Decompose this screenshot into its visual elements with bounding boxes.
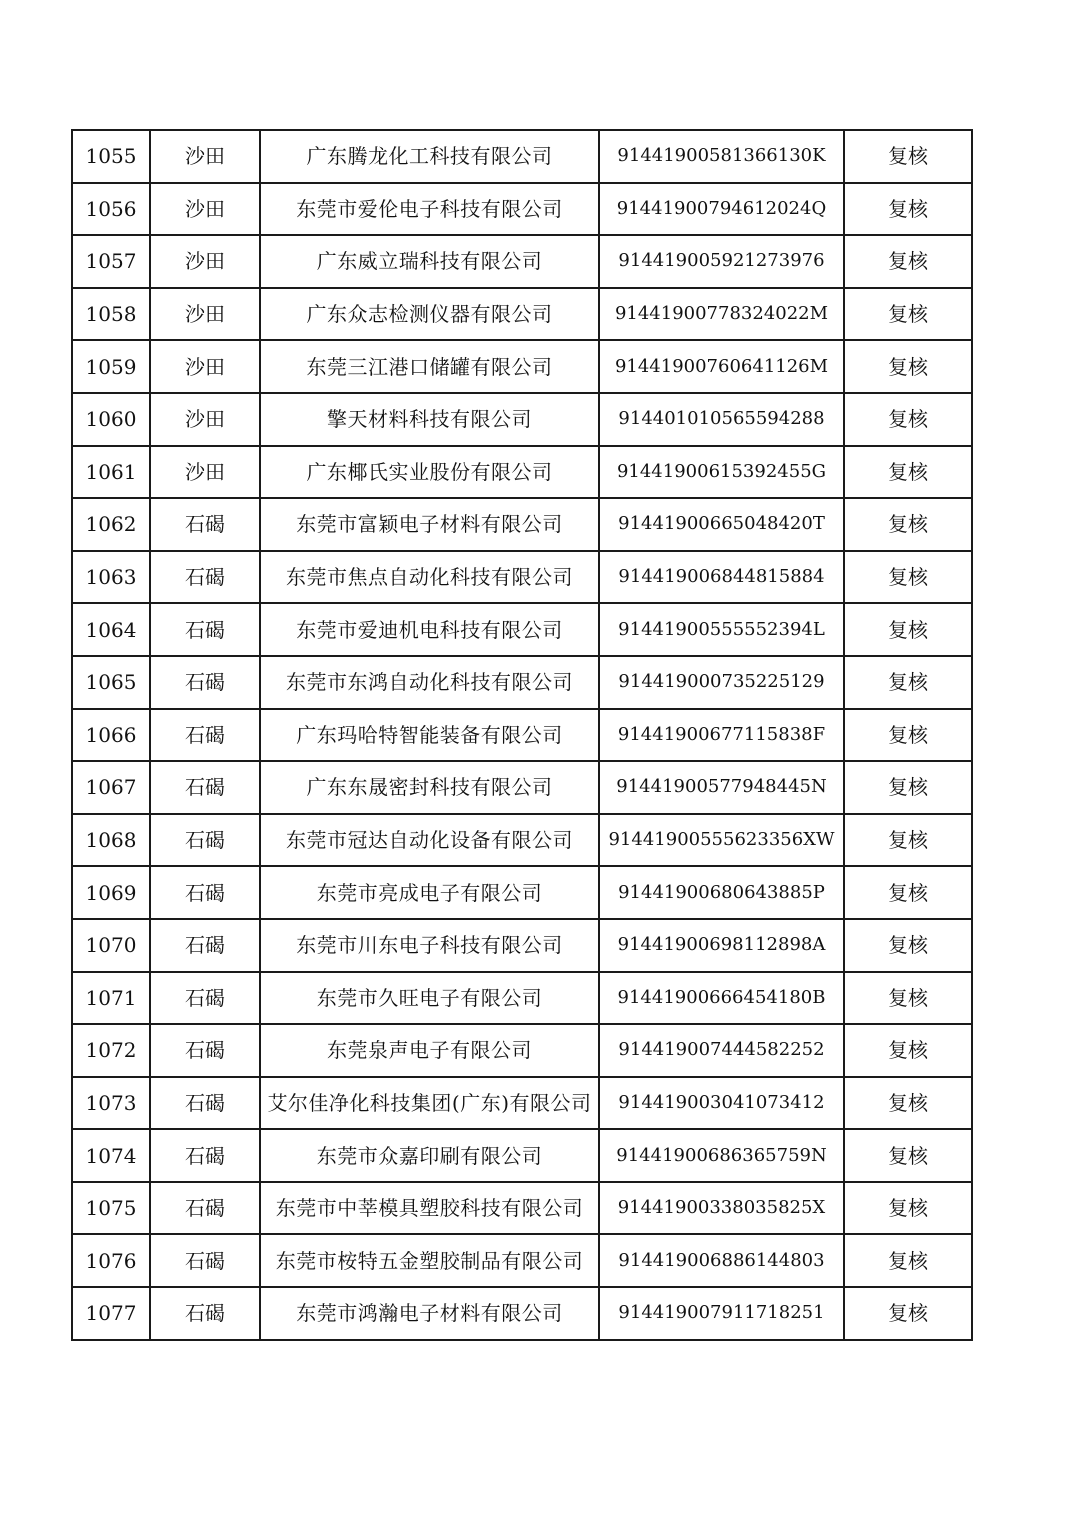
credit-code-cell: 91441900665048420T	[599, 498, 844, 551]
status-cell: 复核	[844, 551, 972, 604]
row-number-cell: 1057	[72, 235, 150, 288]
company-name-cell: 东莞市桉特五金塑胶制品有限公司	[260, 1234, 599, 1287]
row-number-cell: 1077	[72, 1287, 150, 1340]
table-row	[72, 551, 972, 604]
town-cell: 沙田	[150, 340, 260, 393]
credit-code-cell: 91441900581366130K	[599, 130, 844, 183]
town-cell: 沙田	[150, 235, 260, 288]
table-row	[72, 814, 972, 867]
table-row	[72, 1077, 972, 1130]
town-cell: 石碣	[150, 1024, 260, 1077]
credit-code-cell: 914419007911718251	[599, 1287, 844, 1340]
credit-code-cell: 914419000735225129	[599, 656, 844, 709]
company-name-cell: 东莞市冠达自动化设备有限公司	[260, 814, 599, 867]
credit-code-cell: 91441900778324022M	[599, 288, 844, 341]
row-number-cell: 1060	[72, 393, 150, 446]
company-name-cell: 东莞市久旺电子有限公司	[260, 972, 599, 1025]
company-name-cell: 东莞市鸿瀚电子材料有限公司	[260, 1287, 599, 1340]
credit-code-cell: 91441900677115838F	[599, 709, 844, 762]
credit-code-cell: 914419007444582252	[599, 1024, 844, 1077]
row-number-cell: 1063	[72, 551, 150, 604]
row-number-cell: 1065	[72, 656, 150, 709]
table-row	[72, 183, 972, 236]
company-name-cell: 广东玛哈特智能装备有限公司	[260, 709, 599, 762]
row-number-cell: 1055	[72, 130, 150, 183]
company-list-table	[71, 129, 973, 1341]
row-number-cell: 1064	[72, 603, 150, 656]
town-cell: 石碣	[150, 814, 260, 867]
table-body	[72, 130, 972, 1340]
table-row	[72, 1287, 972, 1340]
status-cell: 复核	[844, 1077, 972, 1130]
table-row	[72, 656, 972, 709]
status-cell: 复核	[844, 972, 972, 1025]
row-number-cell: 1076	[72, 1234, 150, 1287]
row-number-cell: 1059	[72, 340, 150, 393]
company-name-cell: 广东众志检测仪器有限公司	[260, 288, 599, 341]
company-name-cell: 东莞泉声电子有限公司	[260, 1024, 599, 1077]
status-cell: 复核	[844, 709, 972, 762]
table-row	[72, 130, 972, 183]
status-cell: 复核	[844, 814, 972, 867]
credit-code-cell: 914419006844815884	[599, 551, 844, 604]
status-cell: 复核	[844, 656, 972, 709]
town-cell: 石碣	[150, 551, 260, 604]
table-row	[72, 340, 972, 393]
town-cell: 沙田	[150, 446, 260, 499]
table-row	[72, 498, 972, 551]
table-row	[72, 235, 972, 288]
credit-code-cell: 91441900555623356XW	[599, 814, 844, 867]
credit-code-cell: 91441900686365759N	[599, 1129, 844, 1182]
credit-code-cell: 914401010565594288	[599, 393, 844, 446]
table-row	[72, 709, 972, 762]
row-number-cell: 1058	[72, 288, 150, 341]
credit-code-cell: 91441900577948445N	[599, 761, 844, 814]
status-cell: 复核	[844, 235, 972, 288]
company-name-cell: 广东椰氏实业股份有限公司	[260, 446, 599, 499]
company-name-cell: 东莞市众嘉印刷有限公司	[260, 1129, 599, 1182]
company-name-cell: 广东东晟密封科技有限公司	[260, 761, 599, 814]
company-name-cell: 东莞市亮成电子有限公司	[260, 866, 599, 919]
company-name-cell: 广东腾龙化工科技有限公司	[260, 130, 599, 183]
status-cell: 复核	[844, 498, 972, 551]
company-name-cell: 广东威立瑞科技有限公司	[260, 235, 599, 288]
company-list-table-container	[71, 129, 971, 1341]
table-row	[72, 919, 972, 972]
town-cell: 石碣	[150, 498, 260, 551]
row-number-cell: 1067	[72, 761, 150, 814]
row-number-cell: 1070	[72, 919, 150, 972]
credit-code-cell: 91441900338035825X	[599, 1182, 844, 1235]
row-number-cell: 1072	[72, 1024, 150, 1077]
company-name-cell: 东莞市焦点自动化科技有限公司	[260, 551, 599, 604]
status-cell: 复核	[844, 1129, 972, 1182]
company-name-cell: 东莞市东鸿自动化科技有限公司	[260, 656, 599, 709]
company-name-cell: 艾尔佳净化科技集团(广东)有限公司	[260, 1077, 599, 1130]
town-cell: 石碣	[150, 709, 260, 762]
status-cell: 复核	[844, 130, 972, 183]
credit-code-cell: 91441900666454180B	[599, 972, 844, 1025]
status-cell: 复核	[844, 340, 972, 393]
row-number-cell: 1073	[72, 1077, 150, 1130]
town-cell: 石碣	[150, 1077, 260, 1130]
status-cell: 复核	[844, 393, 972, 446]
company-name-cell: 东莞市川东电子科技有限公司	[260, 919, 599, 972]
town-cell: 石碣	[150, 1287, 260, 1340]
town-cell: 石碣	[150, 761, 260, 814]
town-cell: 石碣	[150, 1182, 260, 1235]
town-cell: 石碣	[150, 603, 260, 656]
town-cell: 石碣	[150, 919, 260, 972]
town-cell: 沙田	[150, 130, 260, 183]
row-number-cell: 1068	[72, 814, 150, 867]
table-row	[72, 393, 972, 446]
credit-code-cell: 91441900698112898A	[599, 919, 844, 972]
credit-code-cell: 91441900760641126M	[599, 340, 844, 393]
company-name-cell: 擎天材料科技有限公司	[260, 393, 599, 446]
credit-code-cell: 914419003041073412	[599, 1077, 844, 1130]
town-cell: 沙田	[150, 393, 260, 446]
table-row	[72, 866, 972, 919]
status-cell: 复核	[844, 866, 972, 919]
town-cell: 石碣	[150, 656, 260, 709]
row-number-cell: 1062	[72, 498, 150, 551]
row-number-cell: 1056	[72, 183, 150, 236]
status-cell: 复核	[844, 1182, 972, 1235]
credit-code-cell: 91441900680643885P	[599, 866, 844, 919]
town-cell: 沙田	[150, 183, 260, 236]
status-cell: 复核	[844, 1287, 972, 1340]
town-cell: 石碣	[150, 1129, 260, 1182]
company-name-cell: 东莞市爱迪机电科技有限公司	[260, 603, 599, 656]
credit-code-cell: 91441900615392455G	[599, 446, 844, 499]
table-row	[72, 288, 972, 341]
row-number-cell: 1071	[72, 972, 150, 1025]
credit-code-cell: 914419006886144803	[599, 1234, 844, 1287]
row-number-cell: 1066	[72, 709, 150, 762]
company-name-cell: 东莞市富颖电子材料有限公司	[260, 498, 599, 551]
credit-code-cell: 91441900794612024Q	[599, 183, 844, 236]
company-name-cell: 东莞三江港口储罐有限公司	[260, 340, 599, 393]
status-cell: 复核	[844, 288, 972, 341]
credit-code-cell: 91441900555552394L	[599, 603, 844, 656]
table-row	[72, 1129, 972, 1182]
table-row	[72, 603, 972, 656]
row-number-cell: 1074	[72, 1129, 150, 1182]
company-name-cell: 东莞市爱伦电子科技有限公司	[260, 183, 599, 236]
status-cell: 复核	[844, 761, 972, 814]
town-cell: 沙田	[150, 288, 260, 341]
table-row	[72, 1024, 972, 1077]
row-number-cell: 1075	[72, 1182, 150, 1235]
table-row	[72, 1234, 972, 1287]
row-number-cell: 1069	[72, 866, 150, 919]
town-cell: 石碣	[150, 1234, 260, 1287]
status-cell: 复核	[844, 1234, 972, 1287]
status-cell: 复核	[844, 1024, 972, 1077]
status-cell: 复核	[844, 919, 972, 972]
row-number-cell: 1061	[72, 446, 150, 499]
town-cell: 石碣	[150, 866, 260, 919]
status-cell: 复核	[844, 446, 972, 499]
company-name-cell: 东莞市中莘模具塑胶科技有限公司	[260, 1182, 599, 1235]
status-cell: 复核	[844, 183, 972, 236]
table-row	[72, 1182, 972, 1235]
table-row	[72, 761, 972, 814]
status-cell: 复核	[844, 603, 972, 656]
table-row	[72, 972, 972, 1025]
credit-code-cell: 914419005921273976	[599, 235, 844, 288]
town-cell: 石碣	[150, 972, 260, 1025]
table-row	[72, 446, 972, 499]
